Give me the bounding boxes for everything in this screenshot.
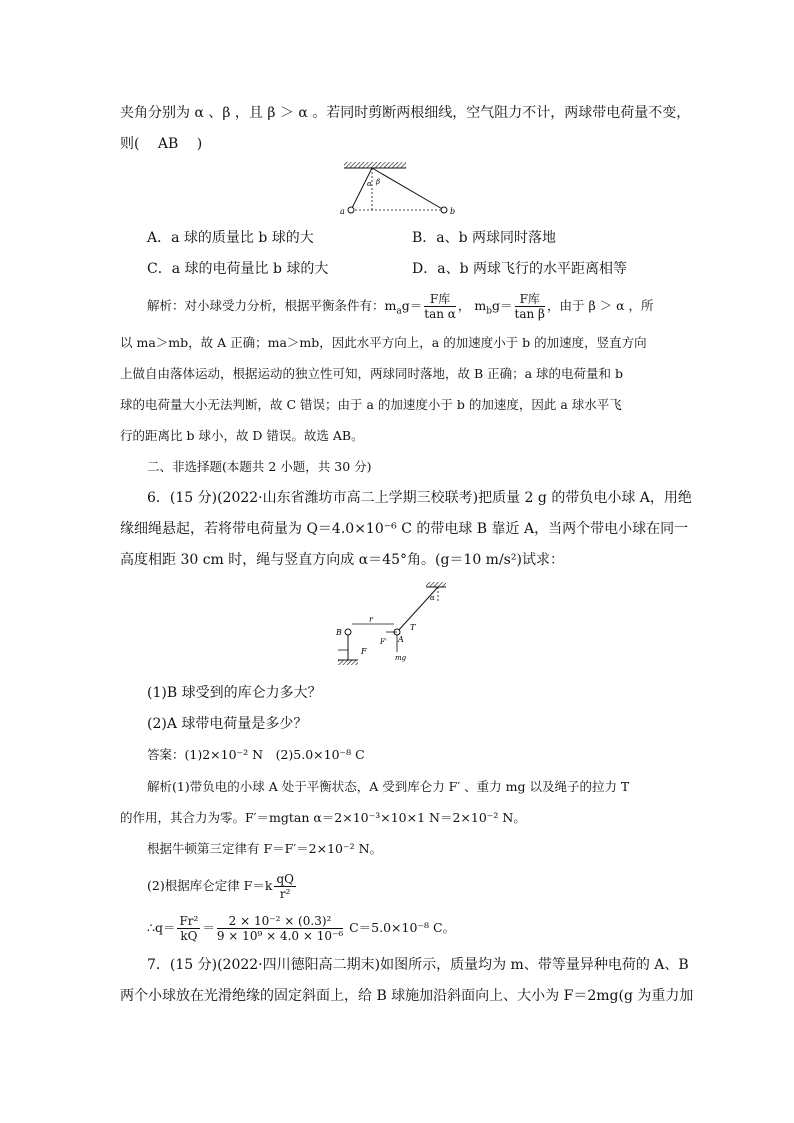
q7-stem-line1: 7．(15 分)(2022·四川德阳高二期末)如图所示，质量均为 m、带等量异种电荷的 A、B — [147, 957, 689, 973]
label-alpha: α — [367, 180, 372, 188]
label-B: B — [336, 628, 342, 637]
frac2-den: tan β — [514, 307, 545, 321]
thread-b — [372, 168, 444, 210]
thread-a — [351, 168, 372, 210]
q5-analysis-line3: 上做自由落体运动，根据运动的独立性可知，两球同时落地，故 B 正确；a 球的电荷量和 b — [120, 366, 624, 381]
q-frac1-num: Fr² — [179, 914, 199, 928]
q5-fraction-1 — [424, 292, 456, 321]
q5-stem-suffix: ) — [196, 136, 203, 152]
q6-answer — [147, 745, 682, 765]
q6-analysis-text-5: ∴q＝ — [147, 920, 176, 935]
q5-sub-b: b — [486, 306, 492, 317]
q5-analysis-text-1b: g＝ — [401, 298, 423, 313]
label-r: r — [369, 615, 373, 624]
q6-analysis-line3: 根据牛顿第三定律有 F＝F′＝2×10⁻² N。 — [147, 841, 383, 856]
q5-sub-a: a — [396, 306, 402, 317]
q5-analysis-text-1d: g＝ — [491, 298, 513, 313]
coulomb-num: qQ — [276, 872, 294, 886]
label-beta: β — [376, 178, 381, 186]
q6-stem-line3: 高度相距 30 cm 时，绳与竖直方向成 α＝45°角。(g＝10 m/s²)试求： — [120, 552, 564, 568]
q5-analysis-line2: 以 ma＞mb，故 A 正确；ma＞mb，因此水平方向上，a 的加速度小于 b 的加速度，竖直方向 — [120, 335, 647, 350]
q5-stem-line2 — [120, 134, 682, 154]
q5-stem-line1: 夹角分别为 α 、β ，且 β ＞ α 。若同时剪断两根细线，空气阻力不计，两球带电荷量不变， — [120, 105, 691, 121]
q6-analysis-text-4: (2)根据库仑定律 F＝k — [147, 878, 273, 893]
q6-analysis-line5 — [147, 912, 682, 944]
q5-analysis-line4: 球的电荷量大小无法判断，故 C 错误；由于 a 的加速度小于 b 的加速度，因此 a 球水平飞 — [120, 397, 622, 412]
q6-analysis-line2: 的作用，其合力为零。F′＝mgtan α＝2×10⁻³×10×1 N＝2×10⁻² N。 — [120, 810, 526, 825]
ball-b — [345, 629, 351, 635]
base — [338, 660, 358, 665]
q5-option-b: B．a、b 两球同时落地 — [412, 230, 557, 246]
q7-stem-line2: 两个小球放在光滑绝缘的固定斜面上，给 B 球施加沿斜面向上、大小为 F＝2mg(g 为重力加 — [120, 988, 694, 1004]
q5-analysis-text-1e: ，由于 β ＞ α ，所 — [546, 298, 654, 313]
q5-analysis-text-1c: ， m — [457, 298, 487, 313]
q-frac2-num: 2 × 10⁻² × (0.3)² — [217, 914, 343, 929]
ceiling — [344, 162, 406, 168]
q6-sub2: (2)A 球带电荷量是多少？ — [147, 716, 308, 732]
label-A: A — [398, 635, 404, 644]
q6-analysis-label: 解析 — [147, 779, 173, 794]
label-a: a — [340, 207, 345, 216]
frac1-den: tan α — [424, 307, 456, 321]
section-heading: 二、非选择题(本题共 2 小题，共 30 分) — [147, 459, 372, 474]
ball-a — [348, 207, 354, 213]
label-b: b — [450, 207, 456, 216]
q5-analysis-line1 — [147, 292, 682, 326]
frac2-num: F库 — [515, 292, 545, 307]
q6-answer-text: ：(1)2×10⁻² N (2)5.0×10⁻⁸ C — [172, 747, 365, 762]
q5-option-d: D．a、b 两球飞行的水平距离相等 — [412, 261, 627, 277]
coulomb-den: r² — [279, 887, 291, 901]
label-F: F — [361, 647, 367, 656]
ceiling — [426, 582, 446, 587]
label-T: T — [410, 623, 416, 632]
q5-option-c: C．a 球的电荷量比 b 球的大 — [147, 261, 329, 277]
q5-analysis-label: 解析 — [147, 298, 173, 313]
q6-answer-label: 答案 — [147, 747, 173, 762]
q6-analysis-line4 — [147, 872, 682, 901]
label-alpha: α — [430, 594, 435, 602]
q6-result: C＝5.0×10⁻⁸ C。 — [345, 920, 456, 935]
q5-stem-prefix: 则( — [120, 136, 140, 152]
q6-q-fraction-2 — [217, 914, 343, 943]
q6-stem-line2: 缘细绳悬起，若将带电荷量为 Q＝4.0×10⁻⁶ C 的带电球 B 靠近 A，当两个带电小球在同一 — [120, 521, 689, 537]
label-Fp: F' — [380, 638, 387, 646]
q6-figure — [334, 580, 454, 672]
label-mg: mg — [395, 654, 407, 662]
ball-b — [441, 207, 447, 213]
q6-q-fraction-1 — [177, 914, 200, 943]
frac1-num: F库 — [424, 292, 456, 307]
q5-fraction-2 — [515, 292, 545, 321]
q-frac1-den: kQ — [180, 929, 198, 943]
q6-analysis-line1 — [147, 777, 682, 797]
q5-analysis-line5: 行的距离比 b 球小，故 D 错误。故选 AB。 — [120, 428, 364, 443]
q6-coulomb-fraction — [274, 872, 296, 901]
q6-analysis-text-1: (1)带负电的小球 A 处于平衡状态，A 受到库仑力 F′ 、重力 mg 以及绳子的拉力 T — [172, 779, 630, 794]
q6-stem-line1: 6．(15 分)(2022·山东省潍坊市高二上学期三校联考)把质量 2 g 的带负电小球 A，用绝 — [147, 490, 692, 506]
q6-equals: ＝ — [202, 920, 215, 935]
q5-option-a: A．a 球的质量比 b 球的大 — [147, 230, 314, 246]
q5-answer: AB — [157, 136, 179, 152]
q-frac2-den: 9 × 10⁹ × 4.0 × 10⁻⁶ — [216, 929, 344, 943]
q5-analysis-text-1a: ：对小球受力分析，根据平衡条件有：m — [172, 298, 397, 313]
q6-sub1: (1)B 球受到的库仑力多大？ — [147, 685, 322, 701]
q5-figure — [336, 160, 466, 220]
